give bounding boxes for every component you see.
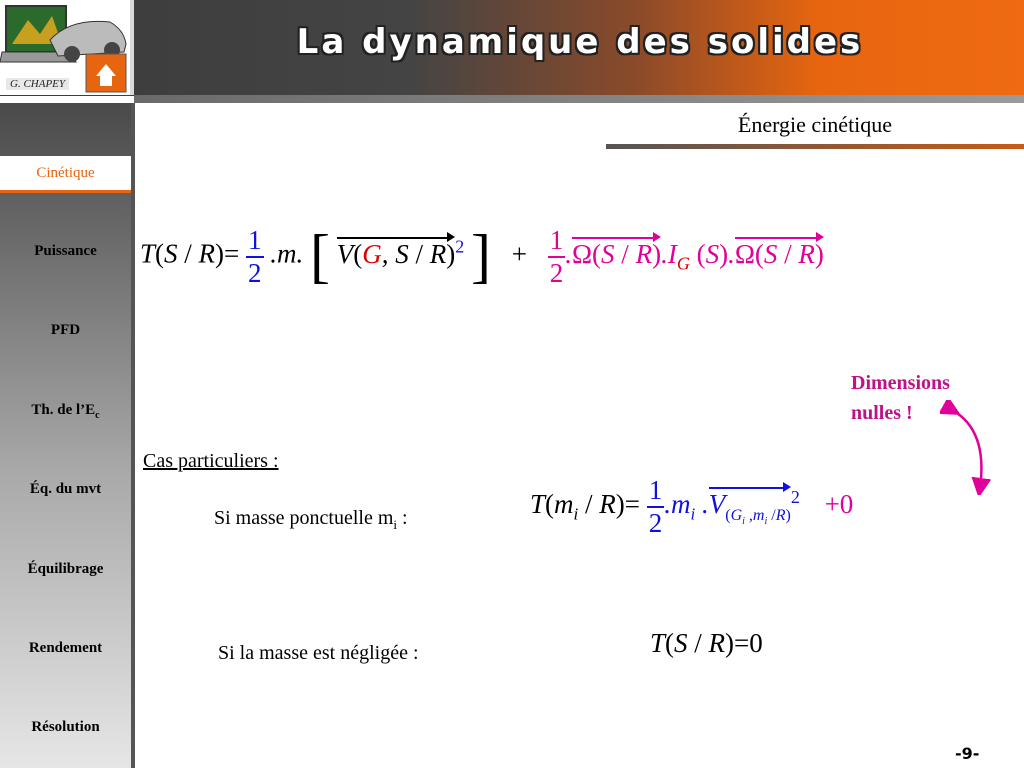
page-number: -9- (955, 744, 980, 763)
sidebar-item-pfd[interactable]: PFD (50, 322, 81, 338)
sidebar (0, 103, 131, 768)
sidebar-item-cinetique[interactable]: Cinétique (0, 156, 131, 193)
sidebar-item-equilibrage[interactable]: Équilibrage (27, 561, 104, 577)
sidebar-divider (131, 103, 135, 768)
section-title: Énergie cinétique (737, 112, 893, 137)
negligible-mass-label: Si la masse est négligée : (218, 642, 419, 664)
curved-arrow-icon (940, 400, 1000, 495)
sidebar-item-rendement[interactable]: Rendement (28, 640, 103, 656)
kinetic-energy-formula: T(S / R)= $\frac{1}{2}$ .m. [ V(G, S / R)$^2$ ] + $\frac{1}{2}$ $.\Omega(S / R).I_G$ (S).Ω(S / R) (140, 223, 824, 289)
dimensions-note-line2: nulles ! (851, 402, 913, 424)
point-mass-label: Si masse ponctuelle $m_i$ : (214, 507, 408, 532)
header-divider (134, 95, 1024, 103)
dimensions-note (851, 368, 950, 428)
cases-heading: Cas particuliers : (143, 450, 279, 472)
page-title: La dynamique des solides (296, 22, 864, 62)
point-mass-formula: $T(m_i / R)=$ $\frac{1}{2}$ $.m_i$ $.V_{(G_i ,m_i /R)}^2 +0$ (530, 475, 854, 538)
sidebar-item-puissance[interactable]: Puissance (34, 243, 97, 259)
sidebar-item-theoreme-energie[interactable]: Th. de $l’E_c$ (31, 402, 100, 421)
sidebar-item-resolution[interactable]: Résolution (31, 719, 100, 735)
dimensions-note-line1: Dimensions (851, 372, 950, 394)
sidebar-item-equation-mouvement[interactable]: Éq. du mvt (29, 481, 102, 497)
author-label: G. CHAPEY (6, 78, 69, 90)
section-underline (606, 144, 1024, 149)
negligible-mass-formula: T(S / R)=0 (650, 628, 763, 658)
